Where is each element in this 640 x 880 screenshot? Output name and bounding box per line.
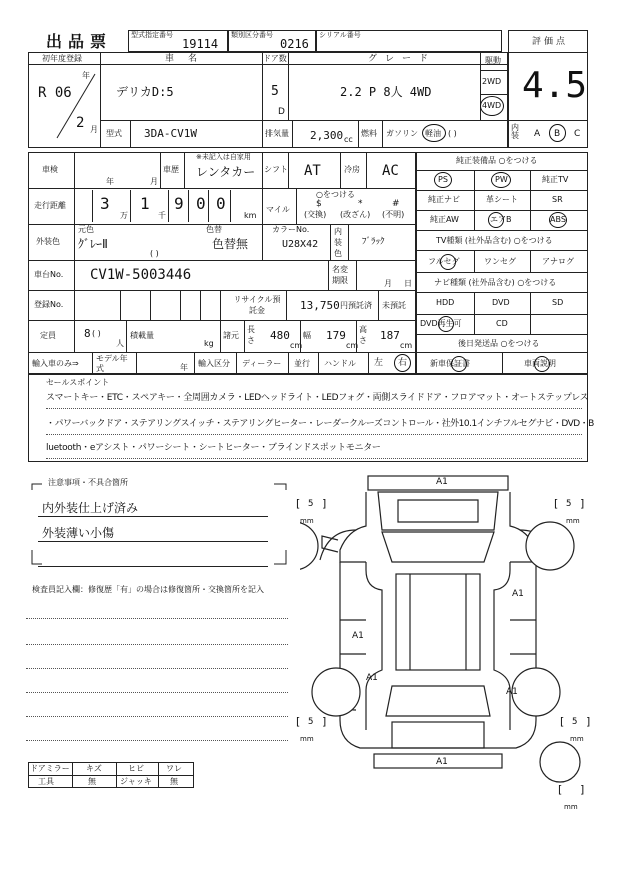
mileage-digit-5: 0: [216, 194, 226, 213]
handle-right-circle: [394, 354, 411, 372]
unknown-label: (不明): [382, 210, 405, 219]
tire-rear-right-icon: [512, 668, 560, 716]
equip-nav: 純正ナビ: [428, 195, 460, 204]
serial-label: シリアル番号: [319, 31, 361, 39]
model-label: 型式: [106, 129, 122, 138]
score-value: 4.5: [522, 65, 588, 106]
mileage-label: 走行距離: [34, 201, 66, 210]
tamper-label: (改ざん): [340, 210, 371, 219]
color-change-label: 色替: [206, 225, 222, 234]
notes-title: 注意事項・不具合箇所: [44, 479, 132, 487]
height-label: 高さ: [359, 325, 367, 345]
handle-label: ハンドル: [324, 359, 356, 368]
legend-header-ware: ワレ: [166, 764, 182, 773]
tire-rr-tread: 5: [572, 717, 578, 727]
car-damage-diagram: [300, 470, 600, 810]
capacity-paren: ( ): [92, 329, 101, 338]
capacity-value: 8: [84, 327, 91, 340]
tire-rl-tread: 5: [308, 717, 314, 727]
fuel-label: 燃料: [361, 129, 377, 138]
mileage-digit-1: 3: [100, 194, 110, 213]
mileage-km: km: [244, 211, 257, 220]
tire-rear-left-icon: [312, 668, 360, 716]
import-label: 輸入車のみ⇒: [32, 359, 79, 368]
sales-line-1: スマートキー・ETC・スペアキー・全周囲カメラ・LEDヘッドライト・LEDフォグ・両側スライドドア・フロアマット・オートステップレス: [46, 393, 589, 403]
tv-oneseg: ワンセグ: [484, 257, 516, 266]
nav-dvd-play-circle: [438, 316, 454, 332]
inspector-line-6: [26, 740, 288, 741]
recycle-unit: 円預託済: [340, 301, 372, 310]
nav-sd: SD: [552, 298, 564, 307]
first-reg-month: 2: [76, 115, 85, 131]
tv-fullseg: フルセグ: [428, 257, 460, 266]
usage-value: レンタカー: [196, 165, 256, 179]
unknown-symbol: #: [392, 199, 400, 209]
recycle-not: 未預託: [382, 301, 406, 310]
tire-fl-bracket-close: ]: [322, 497, 327, 510]
damage-right-door: A1: [512, 589, 524, 599]
inspector-line-1: [26, 618, 288, 619]
mileage-sen: 千: [158, 211, 166, 220]
interior-b: B: [554, 129, 561, 139]
equip-aw: 純正AW: [430, 215, 459, 224]
reg-label: 登録No.: [34, 300, 64, 309]
import-dealer: ディーラー: [242, 359, 282, 368]
tire-front-right-icon: [526, 522, 574, 570]
tire-fr-bracket-close: ]: [580, 497, 585, 510]
load-unit: kg: [204, 339, 214, 348]
shaken-month-unit: 月: [150, 177, 158, 186]
shaken-year-unit: 年: [106, 177, 114, 186]
equip-leather: 革シート: [486, 195, 518, 204]
legend-header-hibi: ヒビ: [128, 764, 144, 773]
interior-b-circle: [549, 124, 566, 142]
fuel-gasoline: ガソリン: [386, 129, 418, 138]
tire-rl-mm: mm: [300, 735, 314, 743]
notes-line-1: 内外装仕上げ済み: [42, 501, 139, 515]
equip-airbag-circle: [488, 212, 504, 228]
equip-ps-circle: [434, 172, 452, 188]
equip-ps: PS: [438, 175, 448, 184]
damage-right-rear: A1: [506, 687, 518, 697]
width-value: 179: [326, 329, 346, 342]
page-title: 出品票: [46, 32, 113, 51]
color-change-paren: ( ): [150, 249, 159, 258]
ext-color-label: 外装色: [36, 237, 60, 246]
legend-jack-label: ジャッキ: [120, 777, 152, 786]
equip-sr: SR: [552, 195, 563, 204]
model-year-label: モデル年式: [96, 354, 128, 373]
inspector-note: 検査員記入欄：修復歴「有」の場合は修復箇所・交換箇所を記入: [32, 585, 264, 594]
score-label: 評価点: [532, 37, 569, 47]
notes-bracket: [24, 480, 294, 570]
later-warranty: 新車保証書: [430, 359, 470, 368]
usage-label: 車歴: [163, 165, 179, 174]
length-label: 長さ: [247, 325, 255, 345]
tire-fr-bracket: [: [554, 497, 559, 510]
displacement-value: 2,300: [310, 129, 344, 142]
nav-title: ナビ種類 (社外品含む) ○をつける: [434, 278, 557, 287]
recycle-label: リサイクル預託金: [233, 295, 281, 315]
legend-jack-value: 無: [170, 777, 178, 786]
nav-dvd-play: DVD再生可: [420, 319, 462, 328]
sales-label: セールスポイント: [46, 378, 110, 387]
tire-spare-icon: [540, 742, 580, 782]
inspector-line-3: [26, 668, 288, 669]
int-color-label: 内装色: [334, 227, 342, 258]
nav-dvd: DVD: [492, 298, 510, 307]
equip-pw: PW: [495, 175, 508, 184]
interior-label: 内装: [511, 123, 519, 140]
handle-right: 右: [398, 358, 408, 368]
inspector-line-4: [26, 692, 288, 693]
drive-4wd: 4WD: [482, 101, 502, 110]
sales-line-3: luetooth・eアシスト・パワーシート・シートヒーター・ブラインドスポットモニター: [46, 443, 381, 453]
import-type-label: 輸入区分: [198, 359, 230, 368]
later-manual: 車両説明: [524, 359, 556, 368]
grade-label: グレード: [368, 54, 437, 64]
damage-left-door: A1: [352, 631, 364, 641]
tire-fl-tread: 5: [308, 499, 314, 509]
height-value: 187: [380, 329, 400, 342]
color-change-value: 色替無: [212, 237, 249, 251]
height-unit: cm: [400, 341, 413, 350]
model-year-unit: 年: [180, 363, 188, 372]
tire-rr-mm: mm: [570, 735, 584, 743]
meigi-day: 日: [404, 279, 412, 288]
equip-abs: ABS: [550, 215, 566, 224]
mileage-digit-3: 9: [174, 194, 184, 213]
tire-rr-bracket: [: [560, 715, 565, 728]
length-unit: cm: [290, 341, 303, 350]
mileage-mile: マイル: [266, 205, 290, 214]
katashiki-value: 19114: [182, 37, 219, 51]
orig-color-label: 元色: [78, 225, 94, 234]
ruibetsu-value: 0216: [280, 37, 309, 51]
tamper-symbol: *: [358, 199, 363, 209]
length-value: 480: [270, 329, 290, 342]
fuel-other: ( ): [448, 129, 457, 138]
year-suffix: 年: [82, 71, 90, 80]
grade-value: 2.2 P 8人 4WD: [340, 85, 432, 99]
damage-front-bumper: A1: [436, 477, 448, 487]
tire-rr-bracket-close: ]: [586, 715, 591, 728]
damage-rear-bumper: A1: [436, 757, 448, 767]
interior-a: A: [534, 129, 541, 139]
shift-label: シフト: [264, 165, 288, 174]
color-no-label: カラーNo.: [272, 225, 310, 234]
doors-value: 5: [271, 84, 279, 99]
size-label: 諸元: [223, 331, 239, 340]
later-warranty-circle: [451, 356, 467, 372]
legend-tools-value: 無: [88, 777, 96, 786]
chassis-label: 車台No.: [34, 270, 64, 279]
handle-left: 左: [374, 358, 384, 368]
import-parallel: 並行: [294, 359, 310, 368]
tire-fr-tread: 5: [566, 499, 572, 509]
month-suffix: 月: [90, 125, 98, 134]
door-type: D: [278, 107, 285, 117]
equip-airbag: エアB: [490, 215, 512, 224]
color-no-value: U28X42: [282, 239, 319, 250]
width-unit: cm: [346, 341, 359, 350]
mileage-digit-4: 0: [196, 194, 206, 213]
sales-line-2: ・パワーバックドア・ステアリングスイッチ・ステアリングヒーター・レーダークルーズコントロール・社外10.1インチフルセグナビ・DVD・B: [46, 419, 594, 429]
tv-analog: アナログ: [542, 257, 574, 266]
inspector-line-2: [26, 644, 288, 645]
meigi-label: 名変期限: [332, 265, 348, 285]
ac-value: AC: [382, 163, 399, 179]
ruibetsu-label: 類別区分番号: [231, 31, 273, 39]
load-label: 積載量: [130, 331, 154, 340]
tire-fr-mm: mm: [566, 517, 580, 525]
legend-header-mirror: ドアミラー: [30, 764, 70, 773]
usage-note: ※未記入は自家用: [196, 153, 251, 161]
tire-spare-bracket-close: ]: [580, 783, 585, 796]
mileage-circle-note: ○をつける: [316, 190, 355, 199]
shaken-label: 車検: [42, 165, 58, 174]
chassis-value: CV1W-5003446: [90, 267, 192, 283]
capacity-unit: 人: [116, 339, 124, 348]
equip-pw-circle: [491, 172, 511, 188]
equip-abs-circle: [549, 212, 567, 228]
drive-2wd: 2WD: [482, 77, 502, 86]
mileage-man: 万: [120, 211, 128, 220]
nav-hdd: HDD: [436, 298, 455, 307]
notes-line-2: 外装薄い小傷: [42, 526, 115, 540]
katashiki-label: 型式指定番号: [131, 31, 173, 39]
recycle-value: 13,750: [300, 299, 340, 312]
nav-cd: CD: [496, 319, 508, 328]
displacement-label: 排気量: [265, 129, 289, 138]
tire-front-left-icon: [300, 522, 318, 570]
equip-tv: 純正TV: [542, 175, 569, 184]
tire-fl-mm: mm: [300, 517, 314, 525]
exchange-symbol: $: [316, 199, 322, 209]
capacity-label: 定員: [40, 331, 56, 340]
tire-spare-mm: mm: [564, 803, 578, 811]
later-manual-circle: [534, 356, 550, 372]
cc-unit: cc: [344, 135, 353, 144]
tire-rl-bracket-close: ]: [322, 715, 327, 728]
interior-c: C: [574, 129, 581, 139]
inspector-line-5: [26, 716, 288, 717]
width-label: 幅: [303, 331, 311, 340]
oem-title: 純正装備品 ○をつける: [456, 156, 538, 165]
damage-left-rear: A1: [366, 673, 378, 683]
legend-tools-label: 工具: [38, 777, 54, 786]
exchange-label: (交換): [304, 210, 327, 219]
mileage-digit-2: 1: [140, 194, 150, 213]
car-name: デリカD:5: [116, 85, 174, 99]
first-reg-label: 初年度登録: [42, 54, 82, 63]
tire-rl-bracket: [: [296, 715, 301, 728]
fuel-diesel-circle: [422, 124, 446, 142]
model-value: 3DA-CV1W: [144, 127, 197, 140]
later-title: 後日発送品 ○をつける: [458, 339, 540, 348]
orig-color-value: ｸﾞﾚｰⅡ: [78, 237, 108, 251]
car-name-label: 車名: [165, 54, 212, 64]
tv-fullseg-circle: [440, 254, 456, 270]
doors-label: ドア数: [263, 54, 287, 63]
fuel-diesel: 軽油: [425, 129, 441, 138]
ac-label: 冷房: [344, 165, 360, 174]
first-reg-era: R 06: [38, 85, 72, 101]
drive-label: 駆動: [485, 56, 501, 65]
drive-4wd-circle: [480, 96, 504, 116]
tire-fl-bracket: [: [296, 497, 301, 510]
tv-title: TV種類 (社外品含む) ○をつける: [436, 236, 553, 245]
shift-value: AT: [304, 163, 321, 179]
tire-spare-bracket: [: [558, 783, 563, 796]
int-color-value: ﾌﾞﾗｯｸ: [362, 237, 385, 247]
legend-header-kizu: キズ: [86, 764, 102, 773]
meigi-month: 月: [384, 279, 392, 288]
